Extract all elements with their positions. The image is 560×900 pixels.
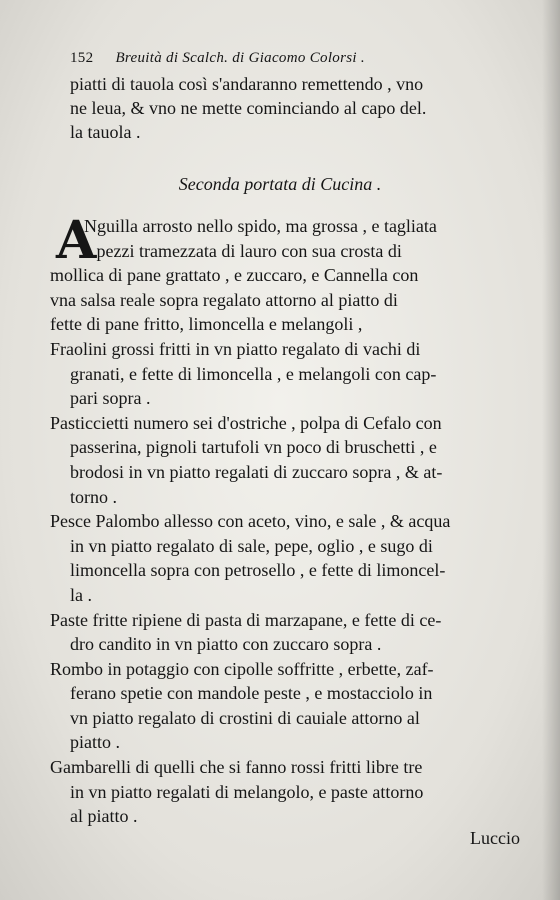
text-line: Nguilla arrosto nello spido, ma grossa , e tagliata (84, 216, 437, 236)
recipe-entry (50, 755, 536, 829)
running-title: Breuità di Scalch. di Giacomo Colorsi . (115, 50, 365, 66)
text-line: al piatto . (70, 806, 138, 827)
text-line: vna salsa reale sopra regalato attorno al piatto di (50, 289, 398, 310)
text-line: piatti di tauola così s'andaranno remettendo , vno (70, 74, 424, 94)
text-line: brodosi in vn piatto regalati di zuccaro sopra , & at- (70, 461, 443, 482)
text-line: ne leua, & vno ne mette cominciando al capo del. (70, 98, 427, 118)
text-line: pari sopra . (70, 388, 151, 409)
text-line: la tauola . (70, 122, 141, 142)
text-line: mollica di pane grattato , e zuccaro, e Cannella con (50, 265, 419, 286)
running-header (70, 50, 510, 67)
recipe-list (50, 210, 536, 829)
recipe-entry (50, 509, 536, 607)
recipe-entry (50, 337, 536, 411)
text-line: Rombo in potaggio con cipolle soffritte , erbette, zaf- (50, 658, 434, 679)
text-line: passerina, pignoli tartufoli vn poco di bruschetti , e (70, 437, 437, 458)
text-line: vn piatto regalato di crostini di cauiale attorno al (70, 707, 420, 728)
continuation-text (70, 72, 530, 144)
page-edge-shadow (542, 0, 560, 900)
text-line: Pesce Palombo allesso con aceto, vino, e sale , & acqua (50, 511, 451, 532)
catchword: Luccio (470, 828, 520, 848)
text-line: in vn piatto regalati di melangolo, e paste attorno (70, 781, 424, 802)
text-line: la . (70, 584, 92, 605)
text-line: Pasticcietti numero sei d'ostriche , polpa di Cefalo con (50, 412, 442, 433)
recipe-entry (50, 608, 536, 657)
text-line: dro candito in vn piatto con zuccaro sopra . (70, 634, 382, 655)
recipe-entry (50, 210, 536, 337)
text-line: Gambarelli di quelli che si fanno rossi fritti libre tre (50, 757, 423, 778)
text-line: fette di pane fritto, limoncella e melangoli , (50, 314, 363, 335)
text-line: Fraolini grossi fritti in vn piatto regalato di vachi di (50, 338, 421, 359)
text-line: Paste fritte ripiene di pasta di marzapane, e fette di ce- (50, 609, 442, 630)
text-line: torno . (70, 486, 117, 507)
section-title: Seconda portata di Cucina . (178, 174, 382, 194)
page-number: 152 (70, 50, 94, 66)
text-line: à pezzi tramezzata di lauro con sua crosta di (84, 240, 402, 261)
text-line: piatto . (70, 732, 120, 753)
text-line: in vn piatto regalato di sale, pepe, oglio , e sugo di (70, 535, 433, 556)
text-line: granati, e fette di limoncella , e melangoli con cap- (70, 363, 437, 384)
text-line: limoncella sopra con petrosello , e fette di limoncel- (70, 560, 446, 581)
recipe-entry (50, 411, 536, 509)
text-line: ferano spetie con mandole peste , e mostacciolo in (70, 683, 433, 704)
drop-cap: A (56, 210, 97, 271)
recipe-entry (50, 657, 536, 755)
